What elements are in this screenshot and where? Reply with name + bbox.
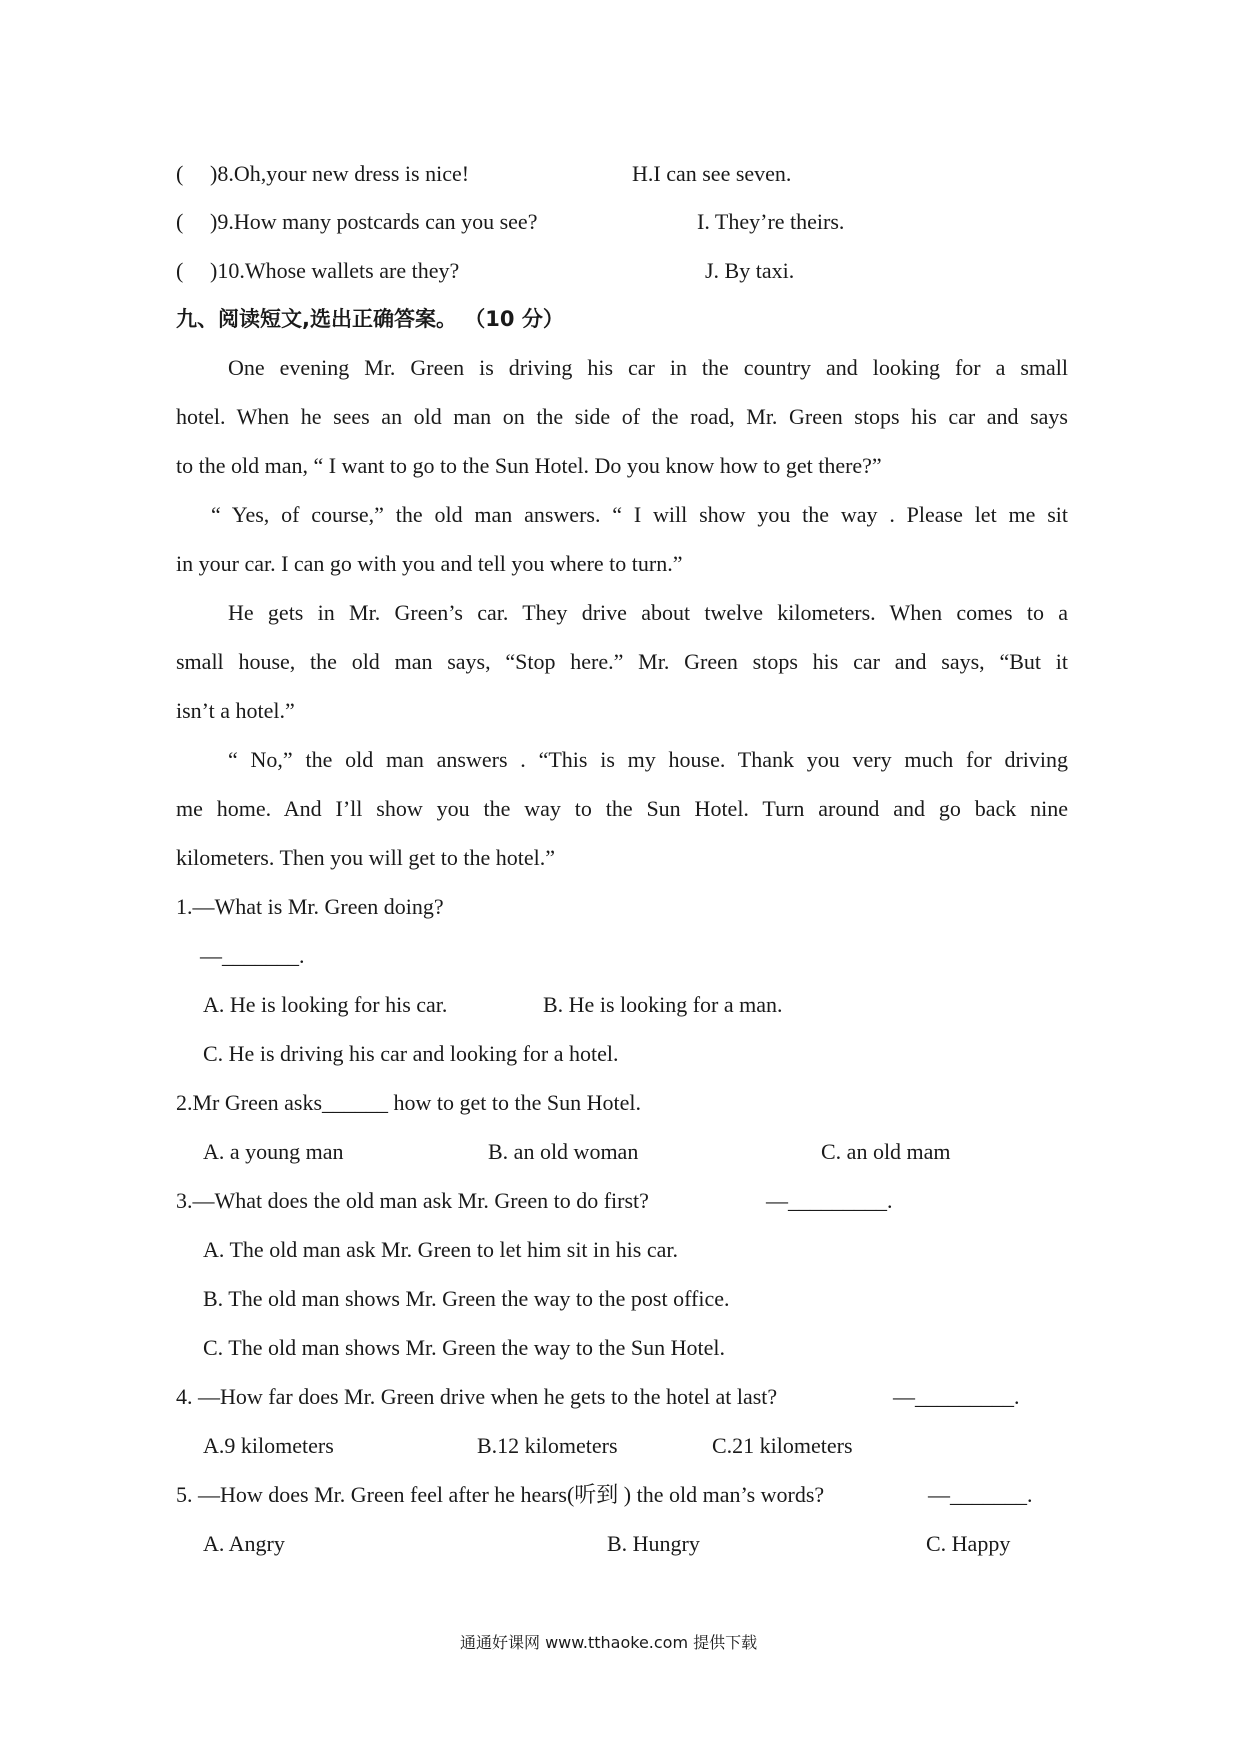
matching-answer: I. They’re theirs.: [697, 209, 845, 234]
answer-paren: (: [176, 161, 184, 186]
page-footer: 通通好课网 www.tthaoke.com 提供下载: [460, 1633, 758, 1652]
question-stem: 2.Mr Green asks______ how to get to the Sun Hotel.: [176, 1090, 641, 1115]
question-stem: 4. —How far does Mr. Green drive when he gets to the hotel at last?: [176, 1384, 778, 1409]
passage-line: isn’t a hotel.”: [176, 698, 295, 723]
option-b: B. an old woman: [488, 1139, 639, 1164]
passage-line: kilometers. Then you will get to the hotel.”: [176, 845, 556, 870]
passage-line: “ No,” the old man answers . “This is my house. Thank you very much for driving: [228, 747, 1068, 772]
question-stem: 1.—What is Mr. Green doing?: [176, 894, 444, 919]
passage-line: He gets in Mr. Green’s car. They drive about twelve kilometers. When comes to a: [228, 600, 1068, 625]
option-b: B. Hungry: [607, 1531, 700, 1556]
option-c: C. an old mam: [821, 1139, 951, 1164]
option-a: A. The old man ask Mr. Green to let him sit in his car.: [203, 1237, 678, 1262]
option-c: C. Happy: [926, 1531, 1011, 1556]
option-c: C.21 kilometers: [712, 1433, 853, 1458]
option-c: C. The old man shows Mr. Green the way to the Sun Hotel.: [203, 1335, 726, 1360]
answer-paren: (: [176, 209, 184, 234]
question-stem: 3.—What does the old man ask Mr. Green to do first?: [176, 1188, 649, 1213]
option-c: C. He is driving his car and looking for a hotel.: [203, 1041, 619, 1066]
passage-line: to the old man, “ I want to go to the Sun Hotel. Do you know how to get there?”: [176, 453, 882, 478]
option-b: B.12 kilometers: [477, 1433, 618, 1458]
option-a: A. Angry: [203, 1531, 285, 1556]
question-stem: 5. —How does Mr. Green feel after he hears(听到 ) the old man’s words?: [176, 1482, 825, 1507]
option-a: A. He is looking for his car.: [203, 992, 448, 1017]
section-heading: 九、阅读短文,选出正确答案。 （10 分）: [176, 307, 564, 331]
matching-question: )10.Whose wallets are they?: [210, 258, 460, 283]
passage-line: One evening Mr. Green is driving his car in the country and looking for a small: [228, 355, 1068, 380]
answer-blank: —_________.: [766, 1188, 893, 1213]
matching-question: )9.How many postcards can you see?: [210, 209, 538, 234]
answer-blank: —_______.: [928, 1482, 1033, 1507]
option-a: A.9 kilometers: [203, 1433, 334, 1458]
option-b: B. The old man shows Mr. Green the way to the post office.: [203, 1286, 730, 1311]
option-b: B. He is looking for a man.: [543, 992, 783, 1017]
answer-blank: —_________.: [893, 1384, 1020, 1409]
passage-line: “ Yes, of course,” the old man answers. “ I will show you the way . Please let me sit: [211, 502, 1068, 527]
passage-line: hotel. When he sees an old man on the side of the road, Mr. Green stops his car and says: [176, 404, 1068, 429]
answer-blank: —_______.: [200, 943, 305, 968]
matching-answer: H.I can see seven.: [632, 161, 792, 186]
passage-line: small house, the old man says, “Stop here.” Mr. Green stops his car and says, “But it: [176, 649, 1068, 674]
passage-line: in your car. I can go with you and tell you where to turn.”: [176, 551, 683, 576]
option-a: A. a young man: [203, 1139, 344, 1164]
matching-answer: J. By taxi.: [705, 258, 795, 283]
answer-paren: (: [176, 258, 184, 283]
passage-line: me home. And I’ll show you the way to the Sun Hotel. Turn around and go back nine: [176, 796, 1068, 821]
matching-question: )8.Oh,your new dress is nice!: [210, 161, 470, 186]
